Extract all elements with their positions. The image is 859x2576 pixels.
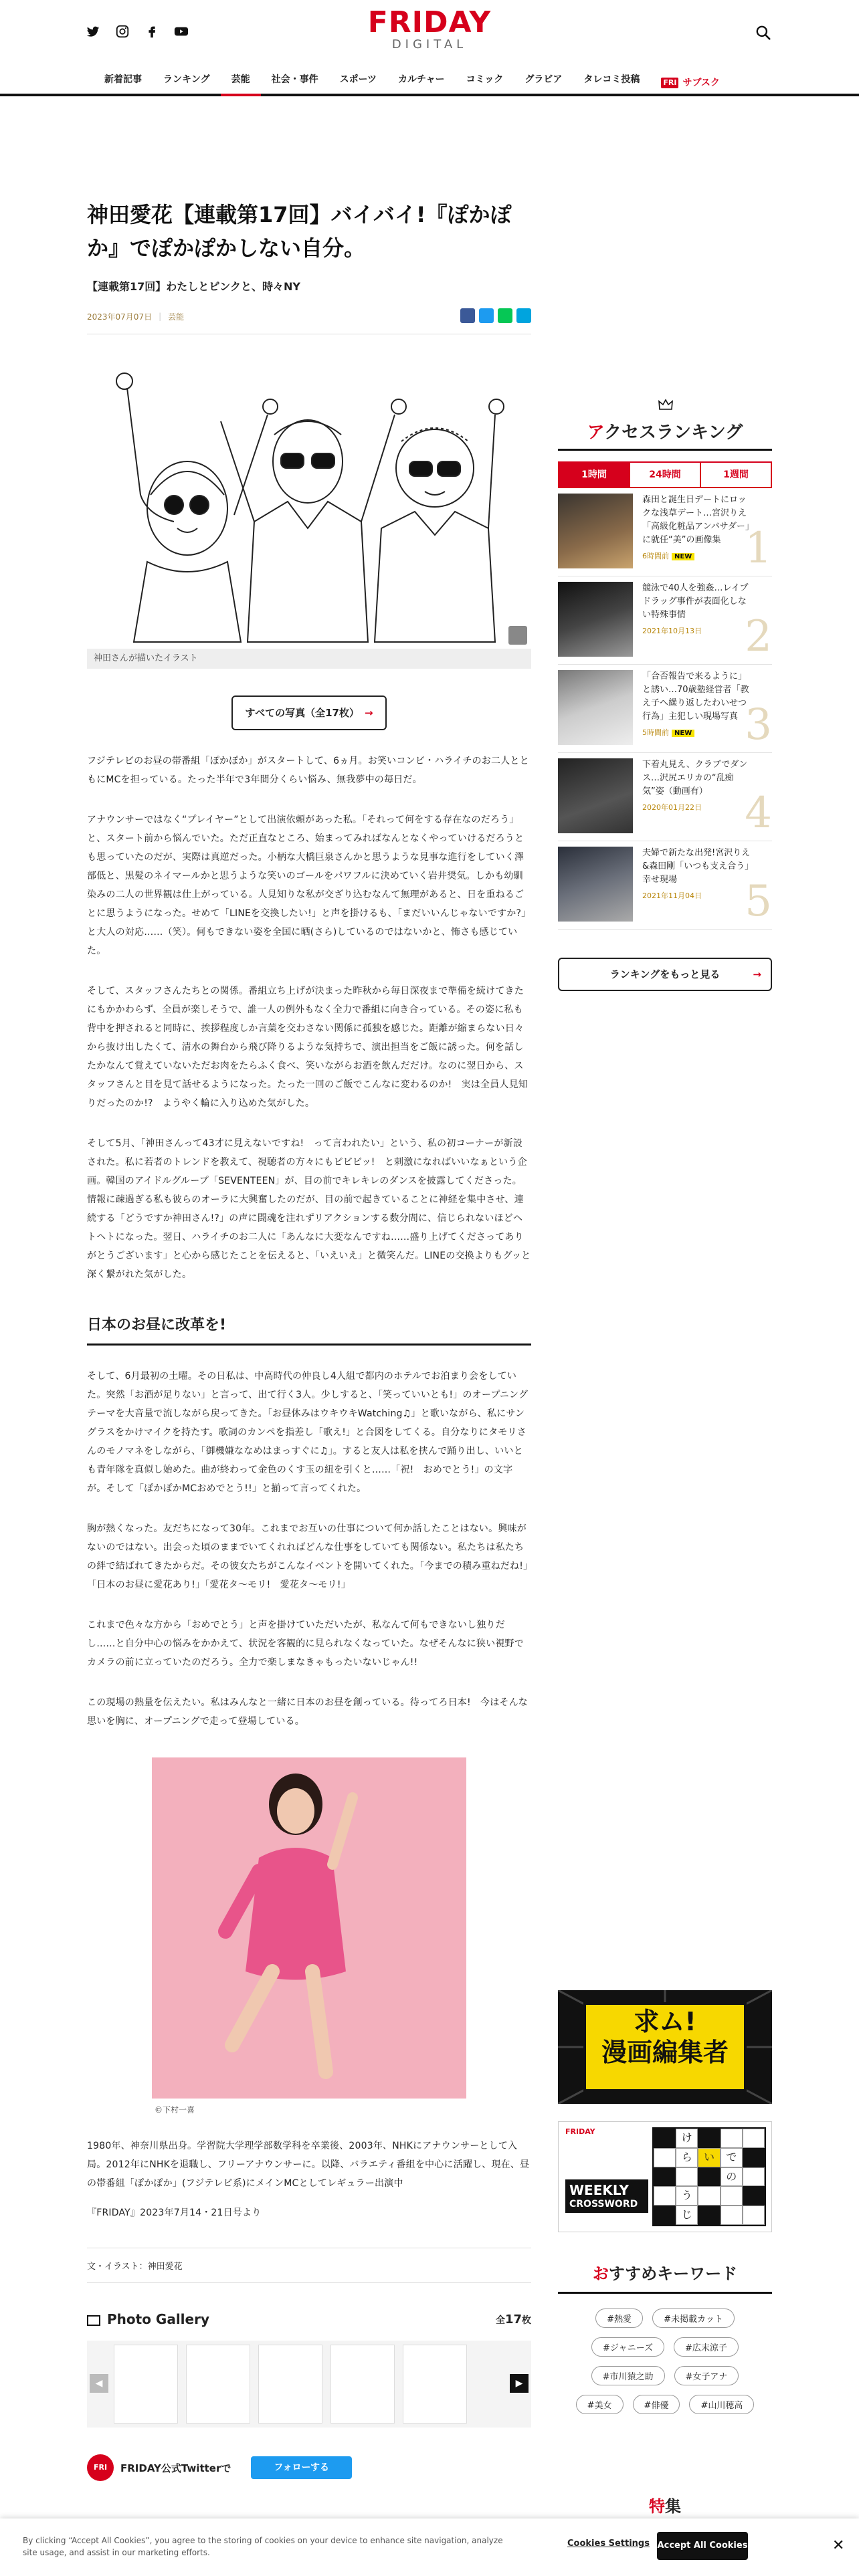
ranking-number: 5 <box>745 877 772 926</box>
nav-society[interactable]: 社会・事件 <box>271 74 318 85</box>
gallery-next-icon[interactable]: ▶ <box>510 2374 529 2393</box>
ranking-item[interactable] <box>558 488 772 576</box>
ranking-more-button[interactable] <box>558 958 772 991</box>
ranking-date-row <box>642 889 753 903</box>
ranking-text: 下着丸見え、クラブでダンス…沢尻エリカの“乱痴気”姿（動画有） <box>642 760 748 796</box>
keywords-title-text: すすめキーワード <box>608 2264 738 2283</box>
hatena-share-icon[interactable] <box>516 308 531 323</box>
ranking-more-label: ランキングをもっと見る <box>609 968 721 980</box>
keyword-tag[interactable]: #熱愛 <box>595 2309 643 2328</box>
keyword-tags <box>558 2309 772 2414</box>
nav-subscribe[interactable] <box>650 70 731 96</box>
ranking-item[interactable] <box>558 841 772 930</box>
ranking-text: 夫婦で新たな出発!宮沢りえ&森田剛「いつも支え合う」幸せ現場 <box>642 848 751 885</box>
follow-button[interactable]: フォローする <box>251 2456 352 2479</box>
close-icon[interactable]: ✕ <box>832 2537 845 2554</box>
new-badge: NEW <box>672 730 694 737</box>
gallery-thumbnail[interactable] <box>330 2345 395 2424</box>
article-illustration[interactable] <box>87 361 531 649</box>
arrow-right-icon: → <box>753 968 761 980</box>
gallery-count-suffix: 枚 <box>522 2315 531 2326</box>
recommended-keywords <box>558 2260 772 2414</box>
article-category[interactable]: 芸能 <box>168 312 185 322</box>
article-paragraph: そして5月、「神田さんって43才に見えないですね! って言われたい」という、私の初コーナーが新設された。私に若者のトレンドを教えて、視聴者の方々にもビビビッ! と刺激になればいいなぁという企画。韓国のアイドルグループ「SEVENTEEN」が、目の前でキレキレのダンスを披露してくださった。情報に疎過ぎる私も彼らのオーラに大興奮したのだが、目の前で起きていることに神経を集中させ、連続する「どうですか神田さん!?」の声に闘魂を注れずリアクションする数分間に、信じられないほどヘトヘトになった。翌日、ハライチのお二人に「あんなに大変なんですね……盛り上げてくださってありがとうございます」と心から感じたことを伝えると、「いえいえ」と微笑んだ。LINEの交換よりもグッと深く繋がれた気がした。 <box>87 1138 531 1280</box>
zoom-icon[interactable] <box>508 626 527 645</box>
tab-24hours[interactable]: 24時間 <box>629 463 700 487</box>
main-nav <box>94 70 731 96</box>
nav-new[interactable]: 新着記事 <box>104 74 142 85</box>
ranking-thumbnail <box>558 494 633 568</box>
friday-badge-icon: FRI <box>87 2454 114 2481</box>
new-badge: NEW <box>672 553 694 560</box>
ranking-number: 2 <box>745 612 772 661</box>
feature-title <box>558 2493 772 2516</box>
gallery-thumbnail[interactable] <box>403 2345 467 2424</box>
subscribe-badge: FRI <box>661 78 678 88</box>
crown-icon <box>658 399 673 411</box>
article <box>87 198 531 2481</box>
gallery-prev-icon[interactable]: ◀ <box>90 2374 108 2393</box>
line-share-icon[interactable] <box>498 308 512 323</box>
gallery-thumbnail[interactable] <box>186 2345 250 2424</box>
all-photos-label: すべての写真（全17枚） <box>245 707 359 719</box>
manga-line2: 漫画編集者 <box>601 2038 729 2067</box>
gallery-header <box>87 2307 531 2331</box>
ranking-date: 2020年01月22日 <box>642 803 702 812</box>
ranking-number: 1 <box>745 524 772 573</box>
article-paragraph: これまで色々な方から「おめでとう」と声を掛けていただいたが、私なんて何もできないし独りだし……と自分中心の悩みをかかえて、状況を客観的に見られなくなっていた。なぜそんなに狭い視野でカメラの前に立っていたのだろう。全力で楽しまなきゃもったいないじゃん!! <box>87 1620 524 1668</box>
author-credit: 文・イラスト：神田愛花 <box>87 2248 531 2283</box>
keywords-title <box>558 2260 772 2294</box>
ranking-body <box>633 670 753 752</box>
ranking-date-row <box>642 550 753 564</box>
gallery-count <box>496 2313 531 2327</box>
ranking-body <box>633 847 753 929</box>
nav-entertainment[interactable]: 芸能 <box>221 70 261 96</box>
article-paragraph: 胸が熱くなった。友だちになって30年。これまでお互いの仕事について何か話したことはない。興味がないのではない。出会った頃のままでいてくれればどんな仕事をしていても関係ない。私たちは私たちの絆で結ばれてきたからだ。その彼女たちがこんなイベントを開いてくれた。「今までの積み重ねだね!」「日本のお昼に愛花あり!」「愛花タ〜モリ! 愛花タ〜モリ!」 <box>87 1523 529 1590</box>
nav-ranking[interactable]: ランキング <box>163 74 210 85</box>
ranking-thumbnail <box>558 582 633 657</box>
logo-main: FRIDAY <box>367 5 492 39</box>
article-paragraph: フジテレビのお昼の帯番組「ぽかぽか」がスタートして、6ヵ月。お笑いコンビ・ハライチのお二人とともにMCを担っている。たった半年で3年間分くらい悩み、無我夢中の毎日だ。 <box>87 756 529 785</box>
ranking-number: 3 <box>745 700 772 750</box>
ranking-number: 4 <box>745 788 772 838</box>
share-buttons <box>460 308 531 323</box>
cookie-settings-button[interactable]: Cookies Settings <box>567 2539 650 2549</box>
tab-1week[interactable]: 1週間 <box>700 463 771 487</box>
meta-separator: | <box>159 312 162 321</box>
ranking-item[interactable] <box>558 665 772 753</box>
all-photos-button[interactable] <box>231 695 387 730</box>
sidebar <box>558 399 772 991</box>
article-paragraph: そして、6月最初の土曜。その日私は、中高時代の仲良し4人組で都内のホテルでお泊まり会をしていた。突然「お酒が足りない」と言って、出て行く3人。少しすると、「笑っていいとも!」のオープニングテーマを大音量で流しながら戻ってきた。「お昼休みはウキウキWatching♫」と歌いながら、私にサングラスをかけマイクを持たす。歌詞のカンペを指差し「歌え!」と合図をしてくる。自分なりにタモリさんのモノマネをしながら、「御機嫌ななめはまっすぐに♫」。すると友人は私を挟んで踊り出し、いいとも青年隊を真似し始めた。曲が終わって金色のくす玉の紐を引くと……「祝! おめでとう!」の文字が。そして「ぽかぽかMCおめでとう!!」と揃って言ってくれた。 <box>87 1371 529 1494</box>
keyword-tag[interactable]: #市川猿之助 <box>591 2366 665 2385</box>
keywords-title-accent: お <box>592 2264 609 2283</box>
crossword-friday: FRIDAY <box>565 2127 595 2136</box>
gallery-title <box>87 2311 209 2327</box>
manga-editor-banner[interactable] <box>558 1990 772 2104</box>
ranking-date: 2021年10月13日 <box>642 627 702 635</box>
keyword-tag[interactable]: #未掲載カット <box>652 2309 735 2328</box>
keyword-tag[interactable]: #俳優 <box>633 2395 680 2414</box>
twitter-follow-row <box>87 2454 531 2481</box>
portrait-credit: ©下村一喜 <box>155 2105 195 2115</box>
profile-paragraph: 1980年、神奈川県出身。学習院大学理学部数学科を卒業後、2003年、NHKにアナウンサーとして入局。2012年にNHKを退職し、フリーアナウンサーに。以降、バラエティ番組を中心に活躍し、現在、昼の帯番組「ぽかぽか」(フジテレビ系)にメインMCとしてレギュラー出演中 <box>87 2141 530 2189</box>
gallery-title-text: Photo Gallery <box>107 2311 209 2327</box>
ranking-date-row <box>642 625 753 638</box>
crossword-grid: け ら い で の う じ <box>652 2127 766 2226</box>
article-subtitle: 【連載第17回】わたしとピンクと、時々NY <box>87 280 300 293</box>
site-logo[interactable] <box>0 7 859 51</box>
ranking-date-row <box>642 726 753 740</box>
keyword-tag[interactable]: #ジャニーズ <box>591 2337 664 2357</box>
ranking-title-accent: ア <box>587 423 604 443</box>
ranking-text: 「合否報告で来るように」と誘い…70歳塾経営者「教え子へ繰り返したわいせつ行為」主犯しい現場写真 <box>642 671 749 722</box>
keyword-tag[interactable]: #女子アナ <box>674 2366 739 2385</box>
ranking-thumbnail <box>558 758 633 833</box>
gallery-thumbnail[interactable] <box>258 2345 322 2424</box>
crossword-title <box>565 2179 648 2213</box>
feature-title-accent: 特 <box>649 2497 665 2516</box>
tab-1hour[interactable]: 1時間 <box>559 463 629 487</box>
ranking-body <box>633 582 753 664</box>
line-drawing-image <box>87 361 531 649</box>
section-heading: 日本のお昼に改革を! <box>87 1313 531 1346</box>
facebook-share-icon[interactable] <box>460 308 475 323</box>
ranking-item[interactable] <box>558 576 772 665</box>
article-paragraph: この現場の熱量を伝えたい。私はみんなと一緒に日本のお昼を創っている。待ってろ日本! 今はそんな思いを胸に、オープニングで走って登場している。 <box>87 1697 529 1727</box>
crossword-weekly: WEEKLY <box>569 2182 629 2198</box>
ranking-title <box>558 399 772 451</box>
twitter-share-icon[interactable] <box>479 308 494 323</box>
ranking-text: 競泳で40人を強姦…レイプドラッグ事件が表面化しない特殊事情 <box>642 583 749 620</box>
article-paragraph: そして、スタッフさんたちとの関係。番組立ち上げが決まった昨秋から毎日深夜まで準備を続けてきたにもかかわらず、全員が楽しそうで、誰一人の例外もなく全力で番組に向き合っている。その姿に私も背中を押されると同時に、挨拶程度しか言葉を交わさない関係に孤独を感じた。距離が縮まらない日々から抜け出したくて、清水の舞台から飛び降りるような気持ちで、演出担当をご飯に誘った。何を話したかなんて覚えていないただお肉をたらふく食べ、笑いながらお酒を飲んだだけ。なのに翌日から、スタッフさんと目を見て話せるようになった。たった一回のご飯でこんなに変わるのか! 実は全員人見知りだったのか!? ようやく輪に入り込めた気がした。 <box>87 986 529 1109</box>
gallery-count-number: 17 <box>504 2312 522 2327</box>
ranking-thumbnail <box>558 847 633 922</box>
keyword-tag[interactable]: #広末涼子 <box>674 2337 739 2357</box>
photo-gallery <box>87 2307 531 2428</box>
gallery-icon <box>87 2315 100 2326</box>
crossword-word: CROSSWORD <box>569 2199 638 2210</box>
ranking-date: 5時間前 <box>642 728 669 737</box>
ranking-date-row <box>642 801 753 815</box>
ranking-body <box>633 494 753 576</box>
nav-tip-submit[interactable]: タレコミ投稿 <box>583 74 640 85</box>
portrait-photo[interactable] <box>152 1757 466 2099</box>
gallery-count-prefix: 全 <box>495 2315 505 2326</box>
accept-cookies-button[interactable]: Accept All Cookies <box>657 2532 748 2560</box>
ranking-date: 6時間前 <box>642 552 669 560</box>
keyword-tag[interactable]: #美女 <box>576 2395 624 2414</box>
feature-title-text: 集 <box>665 2497 681 2516</box>
gallery-strip <box>87 2341 531 2428</box>
source-note: 『FRIDAY』2023年7月14・21日号より <box>87 2208 262 2218</box>
site-header <box>0 0 859 96</box>
article-paragraph: アナウンサーではなく“プレイヤー”として出演依頼があった私。「それって何をする存在なのだろう」と、スタート前から悩んでいた。ただ正直なところ、始まってみればなんとなくやっていけるだろうとも思っていたのだが、実際は真逆だった。小柄な大橋巨泉さんかと思うような見事な進行をしていく澤部低と、黒髪のネイマールかと思うような笑いのゴールをパワフルに決めていく岩井奨気。しかも幼馴染みの二人の世界観は仕上がっている。人見知りな私が交ざり込むなんて無理があると、日を重ねるごとに思うようになった。せめて「LINEを交換したい!」と声を掛けるも、「まだいいんじゃないですか?」と大人の対応……（笑）。何もできない姿を全国に晒(さら)しているのではないかと、怖さも感じていた。 <box>87 815 531 956</box>
article-meta <box>87 308 531 324</box>
article-title: 神田愛花【連載第17回】バイバイ!『ぽかぽか』でぽかぽかしない自分。 <box>87 202 512 261</box>
cookie-text: By clicking “Accept All Cookies”, you agree to the storing of cookies on your device to enhance site navigation, analyze site usage, and assist in our marketing efforts. <box>23 2536 503 2557</box>
cookie-banner <box>0 2518 859 2576</box>
ranking-thumbnail <box>558 670 633 745</box>
woman-pink-dress-image <box>152 1757 466 2099</box>
logo-sub: DIGITAL <box>391 37 468 51</box>
article-date: 2023年07月07日 <box>87 312 153 322</box>
manga-banner-text <box>585 2006 745 2068</box>
ranking-tabs <box>558 461 772 488</box>
gallery-thumbnail[interactable] <box>114 2345 178 2424</box>
search-icon[interactable] <box>755 24 772 41</box>
nav-sports[interactable]: スポーツ <box>339 74 377 85</box>
crossword-banner[interactable] <box>558 2121 772 2232</box>
ranking-body <box>633 758 753 841</box>
arrow-right-icon: → <box>365 707 373 719</box>
nav-gravure[interactable]: グラビア <box>524 74 563 85</box>
image-caption: 神田さんが描いたイラスト <box>87 649 531 669</box>
ranking-text: 森田と誕生日デートにロックな浅草デート…宮沢りえ「高級化粧品アンバサダー」に就任“美”の画像集 <box>642 495 750 545</box>
nav-culture[interactable]: カルチャー <box>398 74 445 85</box>
subscribe-label: サブスク <box>682 78 720 88</box>
nav-comic[interactable]: コミック <box>466 74 504 85</box>
twitter-follow-label: FRIDAY公式Twitterで <box>120 2462 231 2474</box>
ranking-title-text: クセスランキング <box>604 423 743 443</box>
ranking-item[interactable] <box>558 753 772 841</box>
keyword-tag[interactable]: #山川穂高 <box>689 2395 754 2414</box>
ranking-date: 2021年11月04日 <box>642 891 702 900</box>
manga-line1: 求ム! <box>634 2007 696 2036</box>
